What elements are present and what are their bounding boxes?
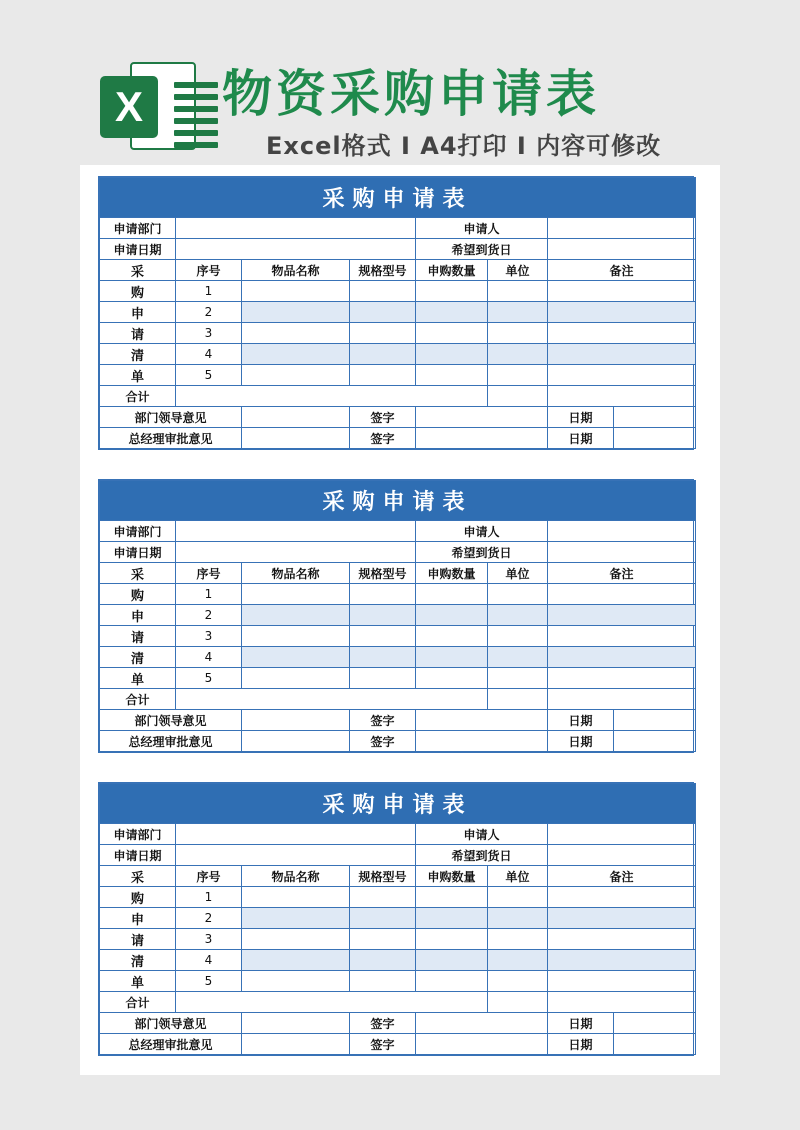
date-cell[interactable] [614,1034,696,1055]
remark-cell[interactable] [548,668,696,689]
side-char: 清 [100,950,176,971]
col-item-name-header: 物品名称 [242,866,350,887]
delivery-value-cell[interactable] [548,845,696,866]
row-number: 2 [176,302,242,323]
side-char: 单 [100,365,176,386]
row-number: 4 [176,950,242,971]
total-blank-cell [176,386,488,407]
applicant-label: 申请人 [416,218,548,239]
date-cell[interactable] [614,407,696,428]
purchase-request-form-1 [98,176,694,450]
item-name-cell[interactable] [242,668,350,689]
row-number: 4 [176,344,242,365]
dept-leader-opinion-label: 部门领导意见 [100,1013,242,1034]
date-label: 申请日期 [100,845,176,866]
dept-leader-opinion-cell[interactable] [242,710,350,731]
col-unit-header: 单位 [488,563,548,584]
delivery-label: 希望到货日 [416,845,548,866]
quantity-cell[interactable] [416,887,488,908]
side-char: 采 [100,563,176,584]
item-row [100,887,696,908]
purchase-request-form-2 [98,479,694,753]
quantity-cell[interactable] [416,950,488,971]
col-item-name-header: 物品名称 [242,260,350,281]
quantity-cell[interactable] [416,605,488,626]
col-spec-header: 规格型号 [350,563,416,584]
item-row [100,302,696,323]
side-char: 请 [100,323,176,344]
unit-cell[interactable] [488,302,548,323]
col-remark-header: 备注 [548,563,696,584]
gm-approval-opinion-label: 总经理审批意见 [100,428,242,449]
excel-logo-letter: X [100,76,158,138]
form-title: 采购申请表 [100,784,696,824]
page-title: 物资采购申请表 [222,65,600,123]
sign-label: 签字 [350,710,416,731]
col-index-header: 序号 [176,563,242,584]
form-title: 采购申请表 [100,178,696,218]
applicant-value-cell[interactable] [548,824,696,845]
spec-cell[interactable] [350,908,416,929]
spec-cell[interactable] [350,887,416,908]
remark-cell[interactable] [548,626,696,647]
side-char: 购 [100,281,176,302]
total-label: 合计 [100,386,176,407]
side-char: 购 [100,584,176,605]
quantity-cell[interactable] [416,281,488,302]
unit-cell[interactable] [488,929,548,950]
row-number: 3 [176,323,242,344]
row-number: 4 [176,647,242,668]
dept-leader-opinion-label: 部门领导意见 [100,710,242,731]
total-quantity-cell[interactable] [488,992,548,1013]
row-number: 1 [176,281,242,302]
remark-cell[interactable] [548,323,696,344]
item-name-cell[interactable] [242,302,350,323]
date-cell[interactable] [614,428,696,449]
col-remark-header: 备注 [548,866,696,887]
quantity-cell[interactable] [416,344,488,365]
item-row [100,584,696,605]
spec-cell[interactable] [350,281,416,302]
delivery-label: 希望到货日 [416,239,548,260]
date-cell[interactable] [614,731,696,752]
quantity-cell[interactable] [416,626,488,647]
unit-cell[interactable] [488,584,548,605]
col-index-header: 序号 [176,260,242,281]
unit-cell[interactable] [488,887,548,908]
page-subtitle: Excel格式 I A4打印 I 内容可修改 [266,132,662,160]
spec-cell[interactable] [350,302,416,323]
quantity-cell[interactable] [416,668,488,689]
sign-cell[interactable] [416,407,548,428]
spec-cell[interactable] [350,929,416,950]
item-name-cell[interactable] [242,908,350,929]
row-number: 3 [176,626,242,647]
remark-cell[interactable] [548,344,696,365]
row-number: 1 [176,887,242,908]
total-remark-cell[interactable] [548,992,696,1013]
item-name-cell[interactable] [242,887,350,908]
sign-label: 签字 [350,731,416,752]
col-index-header: 序号 [176,866,242,887]
quantity-cell[interactable] [416,302,488,323]
spec-cell[interactable] [350,605,416,626]
quantity-cell[interactable] [416,971,488,992]
total-quantity-cell[interactable] [488,689,548,710]
date-cell[interactable] [614,1013,696,1034]
applicant-value-cell[interactable] [548,521,696,542]
side-char: 采 [100,260,176,281]
quantity-cell[interactable] [416,647,488,668]
row-number: 2 [176,908,242,929]
sign-label: 签字 [350,1034,416,1055]
spec-cell[interactable] [350,344,416,365]
remark-cell[interactable] [548,950,696,971]
item-name-cell[interactable] [242,365,350,386]
spec-cell[interactable] [350,323,416,344]
quantity-cell[interactable] [416,584,488,605]
side-char: 采 [100,866,176,887]
remark-cell[interactable] [548,971,696,992]
delivery-label: 希望到货日 [416,542,548,563]
item-row [100,626,696,647]
col-remark-header: 备注 [548,260,696,281]
unit-cell[interactable] [488,950,548,971]
dept-value-cell[interactable] [176,824,416,845]
side-char: 清 [100,344,176,365]
total-label: 合计 [100,992,176,1013]
total-quantity-cell[interactable] [488,386,548,407]
unit-cell[interactable] [488,323,548,344]
unit-cell[interactable] [488,365,548,386]
quantity-cell[interactable] [416,323,488,344]
sign-cell[interactable] [416,731,548,752]
spec-cell[interactable] [350,365,416,386]
remark-cell[interactable] [548,584,696,605]
item-row [100,668,696,689]
sign-label: 签字 [350,428,416,449]
sign-cell[interactable] [416,1013,548,1034]
date-short-label: 日期 [548,731,614,752]
total-label: 合计 [100,689,176,710]
remark-cell[interactable] [548,887,696,908]
dept-label: 申请部门 [100,218,176,239]
date-short-label: 日期 [548,1034,614,1055]
side-char: 单 [100,971,176,992]
quantity-cell[interactable] [416,908,488,929]
unit-cell[interactable] [488,605,548,626]
row-number: 2 [176,605,242,626]
row-number: 5 [176,365,242,386]
side-char: 请 [100,626,176,647]
date-value-cell[interactable] [176,845,416,866]
unit-cell[interactable] [488,344,548,365]
col-quantity-header: 申购数量 [416,260,488,281]
item-name-cell[interactable] [242,605,350,626]
remark-cell[interactable] [548,605,696,626]
total-blank-cell [176,689,488,710]
date-label: 申请日期 [100,239,176,260]
item-name-cell[interactable] [242,950,350,971]
quantity-cell[interactable] [416,365,488,386]
remark-cell[interactable] [548,281,696,302]
unit-cell[interactable] [488,647,548,668]
sign-label: 签字 [350,1013,416,1034]
row-number: 3 [176,929,242,950]
item-name-cell[interactable] [242,584,350,605]
unit-cell[interactable] [488,626,548,647]
dept-leader-opinion-label: 部门领导意见 [100,407,242,428]
date-short-label: 日期 [548,407,614,428]
applicant-value-cell[interactable] [548,218,696,239]
total-remark-cell[interactable] [548,386,696,407]
unit-cell[interactable] [488,281,548,302]
date-value-cell[interactable] [176,239,416,260]
date-short-label: 日期 [548,428,614,449]
item-row [100,365,696,386]
applicant-label: 申请人 [416,521,548,542]
purchase-request-form-3 [98,782,694,1056]
date-cell[interactable] [614,710,696,731]
unit-cell[interactable] [488,971,548,992]
item-name-cell[interactable] [242,281,350,302]
date-short-label: 日期 [548,710,614,731]
spec-cell[interactable] [350,584,416,605]
item-row [100,647,696,668]
gm-approval-opinion-cell[interactable] [242,1034,350,1055]
sign-cell[interactable] [416,1034,548,1055]
spec-cell[interactable] [350,626,416,647]
item-name-cell[interactable] [242,971,350,992]
dept-leader-opinion-cell[interactable] [242,407,350,428]
item-row [100,281,696,302]
dept-leader-opinion-cell[interactable] [242,1013,350,1034]
gm-approval-opinion-label: 总经理审批意见 [100,731,242,752]
side-char: 单 [100,668,176,689]
spec-cell[interactable] [350,971,416,992]
spec-cell[interactable] [350,647,416,668]
side-char: 请 [100,929,176,950]
col-unit-header: 单位 [488,260,548,281]
gm-approval-opinion-cell[interactable] [242,731,350,752]
side-char: 清 [100,647,176,668]
item-name-cell[interactable] [242,323,350,344]
col-quantity-header: 申购数量 [416,563,488,584]
sign-label: 签字 [350,407,416,428]
remark-cell[interactable] [548,647,696,668]
total-remark-cell[interactable] [548,689,696,710]
item-row [100,971,696,992]
remark-cell[interactable] [548,365,696,386]
spec-cell[interactable] [350,668,416,689]
item-row [100,908,696,929]
page-header [0,0,800,170]
gm-approval-opinion-label: 总经理审批意见 [100,1034,242,1055]
item-row [100,323,696,344]
side-char: 购 [100,887,176,908]
date-label: 申请日期 [100,542,176,563]
side-char: 申 [100,908,176,929]
dept-label: 申请部门 [100,521,176,542]
col-item-name-header: 物品名称 [242,563,350,584]
dept-label: 申请部门 [100,824,176,845]
item-name-cell[interactable] [242,626,350,647]
dept-value-cell[interactable] [176,218,416,239]
gm-approval-opinion-cell[interactable] [242,428,350,449]
applicant-label: 申请人 [416,824,548,845]
remark-cell[interactable] [548,929,696,950]
quantity-cell[interactable] [416,929,488,950]
spec-cell[interactable] [350,950,416,971]
form-title: 采购申请表 [100,481,696,521]
unit-cell[interactable] [488,668,548,689]
delivery-value-cell[interactable] [548,239,696,260]
side-char: 申 [100,302,176,323]
remark-cell[interactable] [548,302,696,323]
dept-value-cell[interactable] [176,521,416,542]
sign-cell[interactable] [416,710,548,731]
item-name-cell[interactable] [242,647,350,668]
item-name-cell[interactable] [242,344,350,365]
row-number: 5 [176,971,242,992]
item-row [100,605,696,626]
side-char: 申 [100,605,176,626]
item-row [100,344,696,365]
col-unit-header: 单位 [488,866,548,887]
unit-cell[interactable] [488,908,548,929]
date-short-label: 日期 [548,1013,614,1034]
total-blank-cell [176,992,488,1013]
item-row [100,950,696,971]
delivery-value-cell[interactable] [548,542,696,563]
col-spec-header: 规格型号 [350,260,416,281]
col-quantity-header: 申购数量 [416,866,488,887]
date-value-cell[interactable] [176,542,416,563]
row-number: 1 [176,584,242,605]
excel-logo-icon [100,56,200,156]
remark-cell[interactable] [548,908,696,929]
item-row [100,929,696,950]
item-name-cell[interactable] [242,929,350,950]
sign-cell[interactable] [416,428,548,449]
row-number: 5 [176,668,242,689]
col-spec-header: 规格型号 [350,866,416,887]
